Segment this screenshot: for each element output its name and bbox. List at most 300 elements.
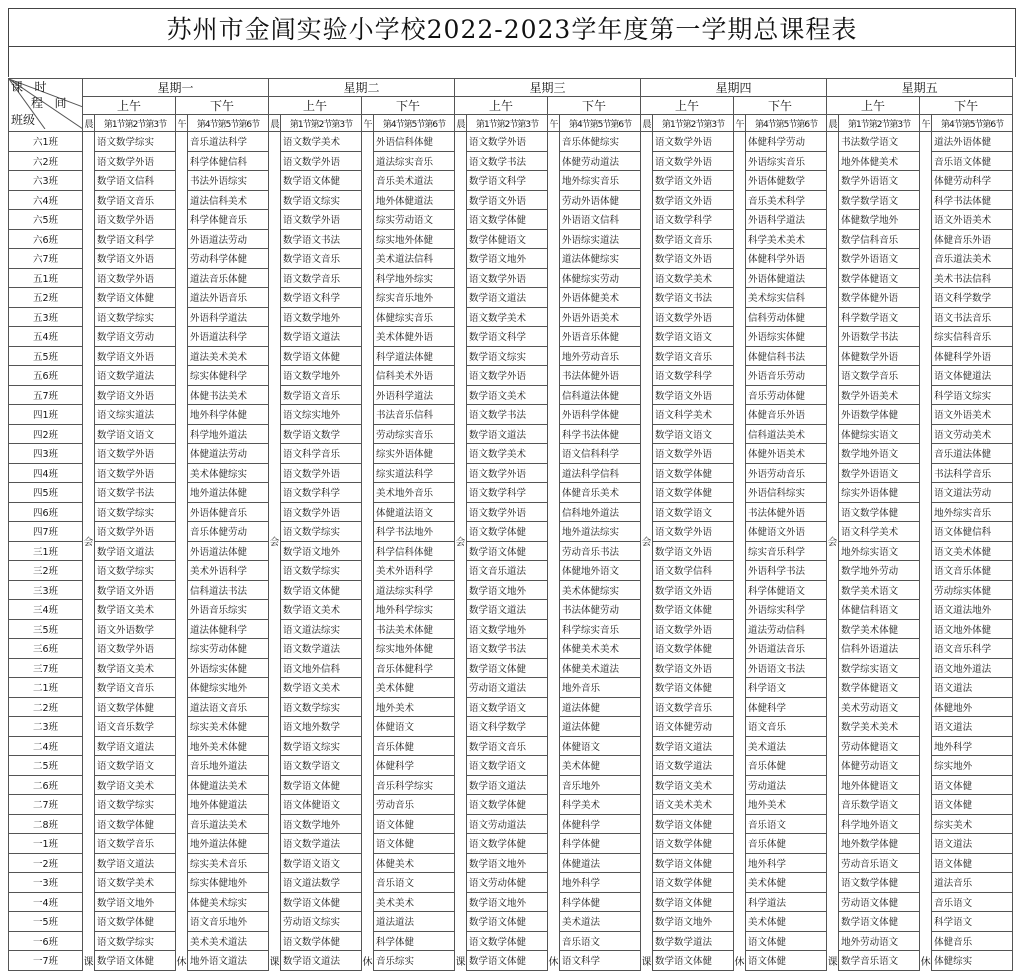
pm-lessons: 科学地外综实 [374, 268, 455, 288]
class-name: 一4班 [9, 892, 83, 912]
pm-lessons: 道法音乐体健 [188, 268, 269, 288]
class-name: 四3班 [9, 444, 83, 464]
pm-lessons: 综实音乐科学 [746, 541, 827, 561]
pm-lessons: 美术道法 [746, 736, 827, 756]
pm-lessons: 体健综实 [932, 951, 1013, 971]
pm-lessons: 科学道法 [746, 892, 827, 912]
am-lessons: 体健综实语文 [839, 424, 920, 444]
pm-lessons: 体健综实劳动 [560, 268, 641, 288]
am-lessons: 数学语文道法 [467, 600, 548, 620]
table-row [9, 697, 1013, 717]
am-lessons: 语文数学体健 [653, 463, 734, 483]
class-name: 二6班 [9, 775, 83, 795]
am-lessons: 数学数学道法 [653, 931, 734, 951]
am-lessons: 语文地外信科 [281, 658, 362, 678]
am-lessons: 语文数学外语 [95, 463, 176, 483]
am-lessons: 数学语文语文 [653, 327, 734, 347]
pm-lessons: 语文体健 [932, 853, 1013, 873]
pm-lessons: 外语体健数学 [746, 171, 827, 191]
class-name: 三7班 [9, 658, 83, 678]
pm-lessons: 书法科学音乐 [932, 463, 1013, 483]
pm-lessons: 综实体健地外 [188, 873, 269, 893]
pm-lessons: 语文外语美术 [932, 210, 1013, 230]
table-row [9, 502, 1013, 522]
am-lessons: 语文数学外语 [95, 210, 176, 230]
noon-gap [920, 132, 932, 951]
pm-lessons: 语文体健 [746, 951, 827, 971]
pm-lessons: 外语外语美术 [560, 307, 641, 327]
pm-lessons: 道法语文音乐 [188, 697, 269, 717]
class-name: 五2班 [9, 288, 83, 308]
am-lessons: 数学语文道法 [467, 288, 548, 308]
pm-lessons: 科学道法体健 [374, 346, 455, 366]
pm-lessons: 语文音乐 [746, 717, 827, 737]
pm-lessons: 音乐道法科学 [188, 132, 269, 152]
am-lessons: 数学语文书法 [281, 229, 362, 249]
am-lessons: 语文数学科学 [653, 210, 734, 230]
pm-lessons: 音乐道法美术 [932, 249, 1013, 269]
am-lessons: 数学语文信科 [95, 171, 176, 191]
am-lessons: 语文数学语文 [467, 697, 548, 717]
am-lessons: 语文数学书法 [95, 483, 176, 503]
period-noon: 午 [362, 115, 374, 132]
morning-gap: 会 [269, 132, 281, 951]
am-lessons: 数学外语语文 [839, 249, 920, 269]
am-lessons: 语文数学语文 [653, 502, 734, 522]
noon-gap [176, 132, 188, 951]
am-lessons: 语文数学体健 [281, 931, 362, 951]
am-lessons: 语文科学数学 [467, 717, 548, 737]
pm-lessons: 语文科学 [560, 951, 641, 971]
pm-lessons: 外语综实音乐 [746, 151, 827, 171]
am-lessons: 数学体健语文 [839, 268, 920, 288]
pm-lessons: 体健科学外语 [746, 249, 827, 269]
am-lessons: 语文数学外语 [467, 132, 548, 152]
am-lessons: 数学语文地外 [281, 541, 362, 561]
am-header: 上午 [641, 97, 734, 115]
am-lessons: 语文数学体健 [95, 912, 176, 932]
pm-lessons: 劳动音乐书法 [560, 541, 641, 561]
table-row [9, 756, 1013, 776]
am-lessons: 语文数学信科 [653, 561, 734, 581]
pm-lessons: 外语道法科学 [188, 327, 269, 347]
am-lessons: 地外体健语文 [839, 775, 920, 795]
am-lessons: 数学语文音乐 [281, 249, 362, 269]
am-lessons: 数学外语美术 [839, 385, 920, 405]
am-lessons: 数学语文地外 [467, 853, 548, 873]
pm-lessons: 体健语文 [560, 736, 641, 756]
am-lessons: 数学语文体健 [467, 658, 548, 678]
am-lessons: 数学地外语文 [839, 444, 920, 464]
pm-lessons: 信科美术外语 [374, 366, 455, 386]
am-lessons: 语文数学语文 [281, 756, 362, 776]
table-row [9, 619, 1013, 639]
pm-lessons: 体健综实音乐 [374, 307, 455, 327]
pm-lessons: 科学体健 [374, 931, 455, 951]
am-lessons: 语文数学道法 [281, 639, 362, 659]
am-lessons: 数学语文综实 [281, 190, 362, 210]
pm-lessons: 地外综实音乐 [932, 502, 1013, 522]
class-name: 四4班 [9, 463, 83, 483]
pm-lessons: 体健语文外语 [746, 522, 827, 542]
pm-lessons: 综实劳动体健 [188, 639, 269, 659]
pm-lessons: 体健科学外语 [932, 346, 1013, 366]
pm-lessons: 科学语文 [932, 912, 1013, 932]
am-lessons: 语文数学外语 [653, 522, 734, 542]
am-lessons: 劳动语文体健 [839, 892, 920, 912]
am-lessons: 语文数学道法 [653, 756, 734, 776]
am-lessons: 科学数学语文 [839, 307, 920, 327]
class-name: 二5班 [9, 756, 83, 776]
pm-lessons: 语文地外道法 [932, 658, 1013, 678]
am-lessons: 数学语文音乐 [281, 385, 362, 405]
am-lessons: 数学语文道法 [95, 736, 176, 756]
am-lessons: 语文数学综实 [281, 561, 362, 581]
pm-lessons: 语文地外体健 [932, 619, 1013, 639]
pm-lessons: 美术综实信科 [746, 288, 827, 308]
table-row [9, 951, 1013, 971]
am-lessons: 数学语文外语 [653, 171, 734, 191]
am-lessons: 数学语文科学 [95, 229, 176, 249]
pm-lessons: 信科道法美术 [746, 424, 827, 444]
pm-lessons: 语文音乐地外 [188, 912, 269, 932]
am-lessons: 语文数学外语 [95, 151, 176, 171]
pm-lessons: 体健音乐 [932, 931, 1013, 951]
am-lessons: 语文数学外语 [467, 463, 548, 483]
pm-lessons: 外语体健道法 [746, 268, 827, 288]
period-morning: 晨 [269, 115, 281, 132]
corner-label-top: 课 时 [11, 80, 47, 94]
pm-lessons: 地外美术 [746, 795, 827, 815]
day-header: 星期四 [641, 79, 827, 97]
table-row [9, 522, 1013, 542]
class-name: 六3班 [9, 171, 83, 191]
am-lessons: 数学语文体健 [467, 541, 548, 561]
noon-gap [362, 132, 374, 951]
pm-lessons: 信科道法书法 [188, 580, 269, 600]
class-name: 一5班 [9, 912, 83, 932]
pm-lessons: 体健音乐外语 [746, 405, 827, 425]
pm-lessons: 地外劳动音乐 [560, 346, 641, 366]
timetable-grid [8, 78, 1013, 971]
am-lessons: 语文外语数学 [95, 619, 176, 639]
table-row [9, 483, 1013, 503]
corner-cell [9, 79, 83, 132]
table-row [9, 561, 1013, 581]
pm-lessons: 道法道法 [374, 912, 455, 932]
table-row [9, 580, 1013, 600]
class-name: 六1班 [9, 132, 83, 152]
pm-lessons: 音乐体健 [746, 834, 827, 854]
table-row [9, 229, 1013, 249]
am-lessons: 语文数学体健 [653, 639, 734, 659]
morning-gap: 会 [827, 132, 839, 951]
class-name: 六4班 [9, 190, 83, 210]
am-lessons: 语文数学综实 [95, 795, 176, 815]
am-lessons: 科学地外语文 [839, 814, 920, 834]
period-morning: 晨 [827, 115, 839, 132]
pm-lessons: 音乐美术科学 [746, 190, 827, 210]
pm-lessons: 地外美术体健 [188, 736, 269, 756]
am-lessons: 语文地外数学 [281, 717, 362, 737]
am-header: 上午 [83, 97, 176, 115]
period-am-group: 第1节第2节第3节 [839, 115, 920, 132]
am-lessons: 数学语文体健 [839, 912, 920, 932]
am-lessons: 数学语文体健 [281, 171, 362, 191]
am-lessons: 数学语文语文 [281, 853, 362, 873]
am-lessons: 语文数学体健 [95, 697, 176, 717]
pm-lessons: 语文体健 [374, 834, 455, 854]
am-lessons: 数学音乐语文 [839, 951, 920, 971]
pm-lessons: 科学地外道法 [188, 424, 269, 444]
pm-lessons: 体健音乐美术 [560, 483, 641, 503]
am-lessons: 数学语文美术 [95, 600, 176, 620]
period-pm-group: 第4节第5节第6节 [374, 115, 455, 132]
pm-lessons: 语文体健 [746, 931, 827, 951]
pm-lessons: 科学美术美术 [746, 229, 827, 249]
table-row [9, 775, 1013, 795]
pm-lessons: 科学综实音乐 [560, 619, 641, 639]
pm-lessons: 音乐劳动体健 [746, 385, 827, 405]
class-name: 六5班 [9, 210, 83, 230]
am-lessons: 语文数学综实 [95, 561, 176, 581]
am-lessons: 语文数学外语 [653, 132, 734, 152]
am-lessons: 数学语文道法 [95, 853, 176, 873]
am-lessons: 数学语文外语 [653, 385, 734, 405]
pm-lessons: 外语科学书法 [746, 561, 827, 581]
pm-lessons: 劳动音乐 [374, 795, 455, 815]
table-row [9, 424, 1013, 444]
pm-lessons: 美术体健外语 [374, 327, 455, 347]
pm-lessons: 外语综实体健 [188, 658, 269, 678]
class-name: 五1班 [9, 268, 83, 288]
am-lessons: 语文音乐数学 [95, 717, 176, 737]
pm-lessons: 美术体健综实 [560, 580, 641, 600]
table-row [9, 931, 1013, 951]
pm-lessons: 外语信科综实 [746, 483, 827, 503]
am-lessons: 数学语文外语 [653, 580, 734, 600]
am-lessons: 语文数学外语 [281, 463, 362, 483]
am-lessons: 语文数学综实 [95, 132, 176, 152]
am-lessons: 语文数学综实 [281, 522, 362, 542]
pm-lessons: 语文劳动美术 [932, 424, 1013, 444]
pm-lessons: 外语科学道法 [188, 307, 269, 327]
pm-lessons: 综实劳动语文 [374, 210, 455, 230]
am-lessons: 语文数学外语 [95, 522, 176, 542]
pm-lessons: 美术外语科学 [188, 561, 269, 581]
am-lessons: 地外体健美术 [839, 151, 920, 171]
pm-lessons: 道法体健科学 [188, 619, 269, 639]
am-lessons: 劳动体健语文 [839, 736, 920, 756]
pm-lessons: 地外科学 [932, 736, 1013, 756]
table-row [9, 327, 1013, 347]
am-lessons: 数学语文书法 [653, 288, 734, 308]
class-name: 三3班 [9, 580, 83, 600]
am-lessons: 数学语文美术 [95, 658, 176, 678]
am-lessons: 语文科学美术 [653, 405, 734, 425]
am-lessons: 数学语文外语 [653, 541, 734, 561]
am-lessons: 数学语文科学 [281, 288, 362, 308]
am-lessons: 数学体健外语 [839, 288, 920, 308]
pm-lessons: 综实信科音乐 [932, 327, 1013, 347]
am-lessons: 语文数学地外 [467, 619, 548, 639]
pm-lessons: 音乐科学综实 [374, 775, 455, 795]
pm-lessons: 外语综实道法 [560, 229, 641, 249]
am-lessons: 音乐数学语文 [839, 795, 920, 815]
am-header: 上午 [269, 97, 362, 115]
pm-lessons: 外语语文信科 [560, 210, 641, 230]
table-row [9, 210, 1013, 230]
pm-lessons: 综实体健科学 [188, 366, 269, 386]
am-lessons: 数学语文体健 [281, 346, 362, 366]
corner-label-left: 班级 [11, 113, 36, 127]
pm-lessons: 科学体健 [560, 834, 641, 854]
class-name: 二2班 [9, 697, 83, 717]
pm-lessons: 音乐语文 [746, 814, 827, 834]
am-lessons: 语文数学体健 [653, 873, 734, 893]
pm-lessons: 信科劳动体健 [746, 307, 827, 327]
am-lessons: 数学美术体健 [839, 619, 920, 639]
pm-lessons: 体健美术道法 [560, 658, 641, 678]
am-lessons: 数学语文外语 [95, 580, 176, 600]
pm-lessons: 语文体健道法 [932, 366, 1013, 386]
pm-lessons: 语文音乐体健 [932, 561, 1013, 581]
am-lessons: 语文数学语文 [467, 756, 548, 776]
pm-lessons: 外语音乐综实 [188, 600, 269, 620]
pm-lessons: 书法音乐信科 [374, 405, 455, 425]
class-name: 六7班 [9, 249, 83, 269]
pm-lessons: 美术美术 [374, 892, 455, 912]
morning-gap: 会 [641, 132, 653, 951]
period-am-group: 第1节第2节第3节 [653, 115, 734, 132]
am-lessons: 数学语文外语 [95, 385, 176, 405]
pm-lessons: 语文道法 [932, 678, 1013, 698]
am-lessons: 美术劳动语文 [839, 697, 920, 717]
pm-lessons: 道法音乐 [932, 873, 1013, 893]
period-morning: 晨 [641, 115, 653, 132]
pm-lessons: 外语音乐劳动 [746, 366, 827, 386]
am-lessons: 语文数学综实 [281, 697, 362, 717]
am-lessons: 语文数学综实 [95, 307, 176, 327]
pm-lessons: 劳动外语体健 [560, 190, 641, 210]
pm-lessons: 书法外语综实 [188, 171, 269, 191]
pm-lessons: 美术美术道法 [188, 931, 269, 951]
class-name: 二3班 [9, 717, 83, 737]
am-lessons: 数学语文美术 [653, 775, 734, 795]
pm-lessons: 音乐地外 [560, 775, 641, 795]
pm-header: 下午 [362, 97, 455, 115]
pm-lessons: 书法美术体健 [374, 619, 455, 639]
pm-lessons: 美术书法信科 [932, 268, 1013, 288]
pm-lessons: 外语科学道法 [374, 385, 455, 405]
am-lessons: 语文数学外语 [281, 210, 362, 230]
pm-lessons: 劳动科学体健 [188, 249, 269, 269]
pm-lessons: 语文体健 [932, 775, 1013, 795]
am-lessons: 语文数学美术 [281, 132, 362, 152]
class-name: 三1班 [9, 541, 83, 561]
am-lessons: 数学体健语文 [467, 229, 548, 249]
pm-lessons: 地外美术 [374, 697, 455, 717]
period-am-group: 第1节第2节第3节 [281, 115, 362, 132]
pm-lessons: 劳动道法 [746, 775, 827, 795]
period-am-group: 第1节第2节第3节 [467, 115, 548, 132]
noon-gap-last: 休 [734, 951, 746, 971]
pm-lessons: 科学美术 [560, 795, 641, 815]
pm-lessons: 外语音乐体健 [560, 327, 641, 347]
am-lessons: 劳动语文道法 [467, 678, 548, 698]
pm-lessons: 外语语文书法 [746, 658, 827, 678]
class-name: 二8班 [9, 814, 83, 834]
am-lessons: 语文数学道法 [281, 834, 362, 854]
am-lessons: 语文道法数学 [281, 873, 362, 893]
am-lessons: 语文数学体健 [653, 834, 734, 854]
am-lessons: 数学语文道法 [467, 424, 548, 444]
pm-lessons: 体健书法美术 [188, 385, 269, 405]
pm-lessons: 美术道法 [560, 912, 641, 932]
table-row [9, 873, 1013, 893]
class-name: 三6班 [9, 639, 83, 659]
am-lessons: 语文数学综实 [95, 502, 176, 522]
pm-lessons: 音乐语文 [932, 892, 1013, 912]
am-lessons: 体健数学地外 [839, 210, 920, 230]
pm-lessons: 体健信科书法 [746, 346, 827, 366]
pm-lessons: 外语综实体健 [746, 327, 827, 347]
table-row [9, 834, 1013, 854]
am-lessons: 语文数学外语 [95, 268, 176, 288]
am-lessons: 语文科学美术 [839, 522, 920, 542]
day-header: 星期二 [269, 79, 455, 97]
pm-lessons: 美术体健 [746, 873, 827, 893]
period-noon: 午 [548, 115, 560, 132]
pm-lessons: 音乐地外道法 [188, 756, 269, 776]
pm-lessons: 语文道法劳动 [932, 483, 1013, 503]
pm-lessons: 信科地外道法 [560, 502, 641, 522]
pm-lessons: 道法综实音乐 [374, 151, 455, 171]
pm-lessons: 道法体健 [560, 717, 641, 737]
table-row [9, 405, 1013, 425]
pm-lessons: 美术体健 [746, 912, 827, 932]
table-row [9, 249, 1013, 269]
am-lessons: 语文数学地外 [281, 366, 362, 386]
am-lessons: 体健信科语文 [839, 600, 920, 620]
am-lessons: 语文数学音乐 [839, 366, 920, 386]
am-lessons: 数学语文美术 [281, 678, 362, 698]
pm-lessons: 外语道法劳动 [188, 229, 269, 249]
pm-lessons: 道法科学信科 [560, 463, 641, 483]
am-header: 上午 [455, 97, 548, 115]
am-lessons: 语文数学外语 [467, 268, 548, 288]
am-lessons: 数学外语语文 [839, 171, 920, 191]
pm-lessons: 书法体健外语 [746, 502, 827, 522]
am-lessons: 数学语文地外 [467, 249, 548, 269]
pm-lessons: 地外音乐 [560, 678, 641, 698]
pm-lessons: 科学体健音乐 [188, 210, 269, 230]
am-lessons: 语文数学音乐 [281, 268, 362, 288]
pm-lessons: 外语劳动音乐 [746, 463, 827, 483]
am-lessons: 数学外语语文 [839, 463, 920, 483]
am-lessons: 劳动语文综实 [281, 912, 362, 932]
period-pm-group: 第4节第5节第6节 [932, 115, 1013, 132]
pm-lessons: 道法美术美术 [188, 346, 269, 366]
am-lessons: 数学语文音乐 [653, 346, 734, 366]
pm-lessons: 外语道法音乐 [746, 639, 827, 659]
pm-lessons: 地外体健道法 [374, 190, 455, 210]
table-row [9, 346, 1013, 366]
class-name: 五3班 [9, 307, 83, 327]
pm-lessons: 地外科学 [560, 873, 641, 893]
morning-gap-last: 课 [455, 951, 467, 971]
am-lessons: 数学语文外语 [95, 346, 176, 366]
